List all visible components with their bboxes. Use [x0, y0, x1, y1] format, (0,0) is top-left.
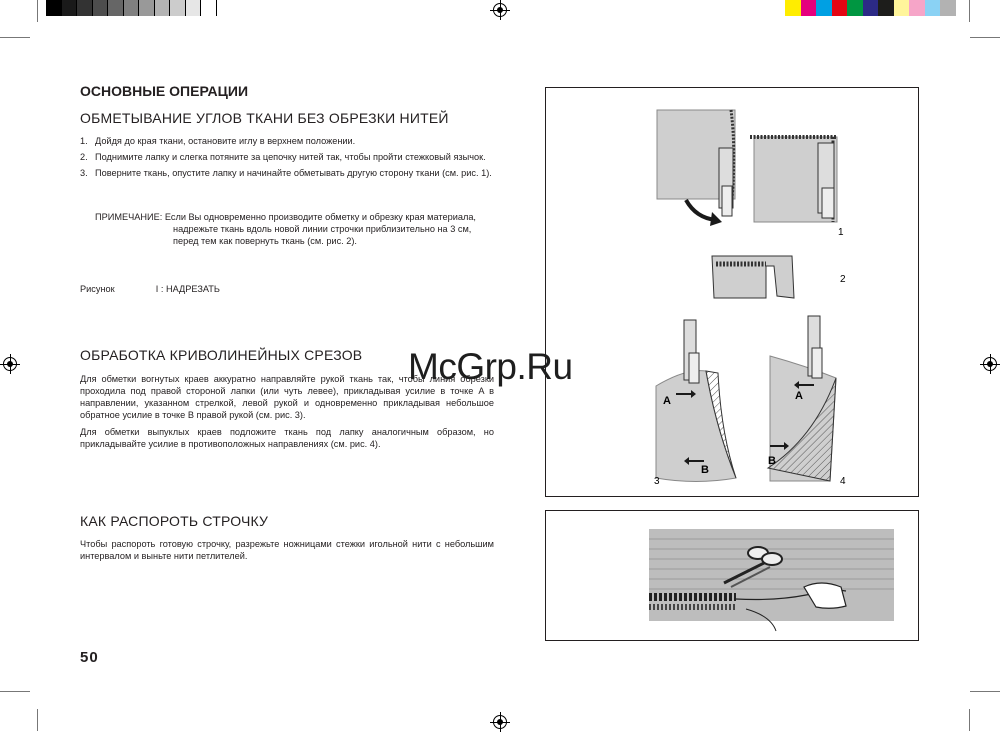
color-swatch	[894, 0, 910, 16]
crop-mark	[37, 709, 38, 731]
registration-mark-top	[493, 3, 507, 17]
crop-mark	[0, 691, 30, 692]
registration-mark-left	[3, 357, 17, 371]
registration-mark-right	[983, 357, 997, 371]
fig3-point-b: B	[701, 464, 709, 476]
fig3-point-a: A	[663, 395, 671, 407]
figure-number-2: 2	[840, 274, 846, 285]
list-item: 2. Поднимите лапку и слегка потяните за цепочку нитей так, чтобы пройти стежковый язычок.	[80, 152, 486, 162]
figure-number-4: 4	[840, 476, 846, 487]
paragraph-convex: Для обметки выпуклых краев подложите ткань под лапку аналогичным образом, но прикладывайте усилие в противоположных направлениях (см. рис. 4).	[80, 427, 494, 449]
gray-swatch	[124, 0, 140, 16]
list-item: 3. Поверните ткань, опустите лапку и начинайте обметывать другую сторону ткани (см. рис. 1).	[80, 168, 492, 178]
paragraph-unpick: Чтобы распороть готовую строчку, разрежьте ножницами стежки игольной нити с небольшим интервалом и выньте нити петлителей.	[80, 539, 494, 561]
fig4-point-b: B	[768, 455, 776, 467]
note-text-line: перед тем как повернуть ткань (см. рис. 2).	[173, 236, 357, 246]
figure-number-3: 3	[654, 476, 660, 487]
gray-swatch	[93, 0, 109, 16]
note-text-line: надрежьте ткань вдоль новой линии строчки приблизительно на 3 см,	[173, 224, 472, 234]
gray-swatch	[108, 0, 124, 16]
gray-swatch	[139, 0, 155, 16]
crop-mark	[969, 709, 970, 731]
crop-mark	[37, 0, 38, 22]
grayscale-calibration-strip	[46, 0, 217, 16]
color-swatch	[940, 0, 956, 16]
section-title-curved-edges: ОБРАБОТКА КРИВОЛИНЕЙНЫХ СРЕЗОВ	[80, 347, 363, 363]
gray-swatch	[186, 0, 202, 16]
figure-caption	[80, 283, 220, 295]
paragraph-concave: Для обметки вогнутых краев аккуратно направляйте рукой ткань так, чтобы линия обрезки проходила под правой стороной лапки (или чуть левее), прикладывая усилие в точке A в направлении, указанном стрелкой, левой рукой и одновременно прикладывая небольшое обратное усилие в точке B правой рукой (см. рис. 3).	[80, 374, 494, 420]
list-item: 1. Дойдя до края ткани, остановите иглу в верхнем положении.	[80, 136, 356, 146]
gray-swatch	[170, 0, 186, 16]
fig1-fabric-left	[657, 110, 735, 226]
crop-mark	[969, 0, 970, 22]
page-number: 50	[80, 649, 99, 666]
steps-list	[80, 135, 494, 183]
registration-mark-bottom	[493, 715, 507, 729]
crop-mark	[970, 37, 1000, 38]
color-swatch	[925, 0, 941, 16]
figure-caption-value: I : НАДРЕЗАТЬ	[155, 284, 220, 294]
color-swatch	[832, 0, 848, 16]
unpick-illustration	[546, 511, 918, 640]
fig1-fabric-right	[750, 137, 837, 222]
note-text-line: Если Вы одновременно производите обметку и обрезку края материала,	[164, 212, 476, 222]
color-swatch	[816, 0, 832, 16]
fig4-point-a: A	[795, 390, 803, 402]
gray-swatch	[77, 0, 93, 16]
color-swatch	[785, 0, 801, 16]
gray-swatch	[155, 0, 171, 16]
color-calibration-strip	[785, 0, 956, 16]
crop-mark	[0, 37, 30, 38]
page-main-heading: ОСНОВНЫЕ ОПЕРАЦИИ	[80, 83, 249, 99]
figures-illustration	[546, 88, 918, 496]
figure-number-1: 1	[838, 227, 844, 238]
color-swatch	[878, 0, 894, 16]
color-swatch	[847, 0, 863, 16]
color-swatch	[909, 0, 925, 16]
color-swatch	[801, 0, 817, 16]
section-title-unpick: КАК РАСПОРОТЬ СТРОЧКУ	[80, 513, 269, 529]
crop-mark	[970, 691, 1000, 692]
section-title-corners: ОБМЕТЫВАНИЕ УГЛОВ ТКАНИ БЕЗ ОБРЕЗКИ НИТЕЙ	[80, 110, 449, 126]
fig2-fabric	[712, 256, 794, 298]
gray-swatch	[201, 0, 217, 16]
figure-caption-label: Рисунок	[80, 284, 115, 294]
color-swatch	[863, 0, 879, 16]
illustration-frame-figures-1-4	[545, 87, 919, 497]
note-label: ПРИМЕЧАНИЕ:	[95, 212, 163, 222]
gray-swatch	[62, 0, 78, 16]
gray-swatch	[46, 0, 62, 16]
illustration-frame-unpick	[545, 510, 919, 641]
note-block	[95, 211, 494, 247]
watermark: McGrp.Ru	[408, 346, 573, 387]
